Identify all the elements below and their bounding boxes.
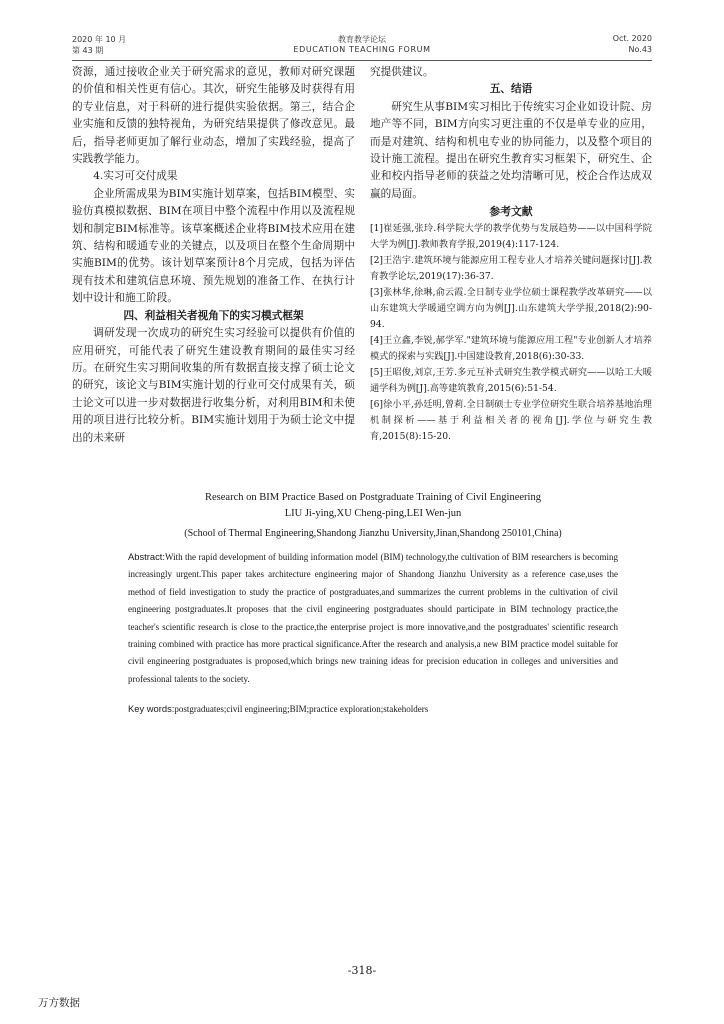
section-heading: 四、利益相关者视角下的实习模式框架 xyxy=(123,309,304,322)
reference-item: [4]王立鑫,李锐,郝学军."建筑环境与能源应用工程"专业创新人才培养模式的探索与实践[J].中国建设教育,2018(6):30-33. xyxy=(370,334,652,362)
reference-item: [6]徐小平,孙廷明,曾莉.全日制硕士专业学位研究生联合培养基地治理机制探析——基于利益相关者的视角[J].学位与研究生教育,2015(8):15-20. xyxy=(370,398,652,442)
body-paragraph: 调研发现一次成功的研究生实习经验可以提供有价值的应用研究，可能代表了研究生建设教育期间的最佳实习经历。在研究生实习期间收集的所有数据直接支撑了硕士论文的研究，该论文与BIM实施计划的行业可交付成果有关，硕士论文可以进一步对数据进行收集分析，对利用BIM和未使用的项目进行比较分析。BIM实施计划用于为硕士论文中提出的未来研 xyxy=(72,327,355,444)
journal-title-cn: 教育教学论坛 xyxy=(338,35,386,44)
journal-title-en: EDUCATION TEACHING FORUM xyxy=(293,45,431,54)
header-date: 2020 年 10 月 xyxy=(72,35,127,44)
right-column xyxy=(370,64,652,445)
references-heading: 参考文献 xyxy=(489,205,533,219)
header-issue-en: No.43 xyxy=(628,45,652,54)
section-heading: 五、结语 xyxy=(489,83,533,96)
abstract-label: Abstract: xyxy=(128,551,165,562)
page-number: -318- xyxy=(347,964,377,977)
watermark: 万方数据 xyxy=(38,997,80,1009)
header-rule xyxy=(72,60,652,61)
english-title: Research on BIM Practice Based on Postgraduate Training of Civil Engineering xyxy=(205,492,541,503)
reference-item: [5]王昭俊,刘京,王芳.多元互补式研究生教学模式研究——以哈工大暖通学科为例[J].高等建筑教育,2015(6):51-54. xyxy=(370,366,652,394)
keywords-text: postgraduates;civil engineering;BIM;practice exploration;stakeholders xyxy=(174,704,429,714)
header-issue: 第 43 期 xyxy=(72,46,104,55)
body-paragraph: 资源，通过接收企业关于研究需求的意见，教师对研究课题的价值和相关性更有信心。其次，研究生能够及时获得有用的专业信息，对于科研的进行提供实验依据。第三，结合企业实施和反馈的独特视角，为研究结果提供了修改意见。最后，指导老师更加了解行业动态，增加了实践经验，提高了实践教学能力。 xyxy=(72,66,355,166)
english-authors: LIU Ji-ying,XU Cheng-ping,LEI Wen-jun xyxy=(284,508,462,519)
english-keywords xyxy=(128,700,618,718)
running-header xyxy=(72,34,652,60)
body-paragraph: 研究生从事BIM实习相比于传统实习企业如设计院、房地产等不同，BIM方向实习更注重的不仅是单专业的应用，而是对建筑、结构和机电专业的协同能力，以及整个项目的设计施工流程。提出在研究生教育实习框架下，研究生、企业和校内指导老师的获益之处均清晰可见，校企合作达成双赢的局面。 xyxy=(370,100,652,200)
abstract-text: With the rapid development of building information model (BIM) technology,the cultivation of BIM researchers is becoming increasingly urgent.This paper takes architecture engineering major of Shandong Jianzhu University as a reference case,uses the method of field investigation to study the practice of postgraduates,and summarizes the current problems in the cultivation of civil engineering postgraduates.It proposes that the civil engineering postgraduates should participate in BIM technology practice,the teacher's scientific research is close to the practice,the enterprise project is more innovative,and the postgraduates' scientific research training combined with practice has more practical significance.After the research and analysis,a new BIM practice model suitable for civil engineering postgraduates is proposed,which brings new training ideas for precision education in colleges and universities and professional talents to the society. xyxy=(128,552,618,684)
english-abstract xyxy=(128,548,618,688)
body-paragraph: 企业所需成果为BIM实施计划草案，包括BIM模型、实验仿真模拟数据、BIM在项目中整个流程中作用以及流程规划和制定BIM标准等。该草案概述企业将BIM技术应用在建筑、结构和暖通专业的关键点，以及项目在整个生命周期中实施BIM的优势。该计划草案预计8个月完成，包括为评估现有技术和建筑信息环境、预先规划的准备工作、在执行计划中设计和施工阶段。 xyxy=(72,187,355,305)
keywords-label: Key words: xyxy=(128,703,175,714)
subsection-heading: 4.实习可交付成果 xyxy=(93,170,178,183)
left-column xyxy=(72,64,355,447)
reference-item: [1]崔延强,张玲.科学院大学的教学优势与发展趋势——以中国科学院大学为例[J].教师教育学报,2019(4):117-124. xyxy=(370,222,652,250)
reference-item: [2]王浩宇.建筑环境与能源应用工程专业人才培养关键问题探讨[J].教育教学论坛,2019(17):36-37. xyxy=(370,254,652,282)
english-affiliation: (School of Thermal Engineering,Shandong Jianzhu University,Jinan,Shandong 250101,China) xyxy=(184,528,562,539)
body-paragraph: 究提供建议。 xyxy=(370,66,434,78)
reference-item: [3]张林华,徐琳,俞云霞.全日制专业学位硕士课程教学改革研究——以山东建筑大学暖通空调方向为例[J].山东建筑大学学报,2018(2):90-94. xyxy=(370,286,652,330)
header-date-en: Oct. 2020 xyxy=(612,34,652,43)
